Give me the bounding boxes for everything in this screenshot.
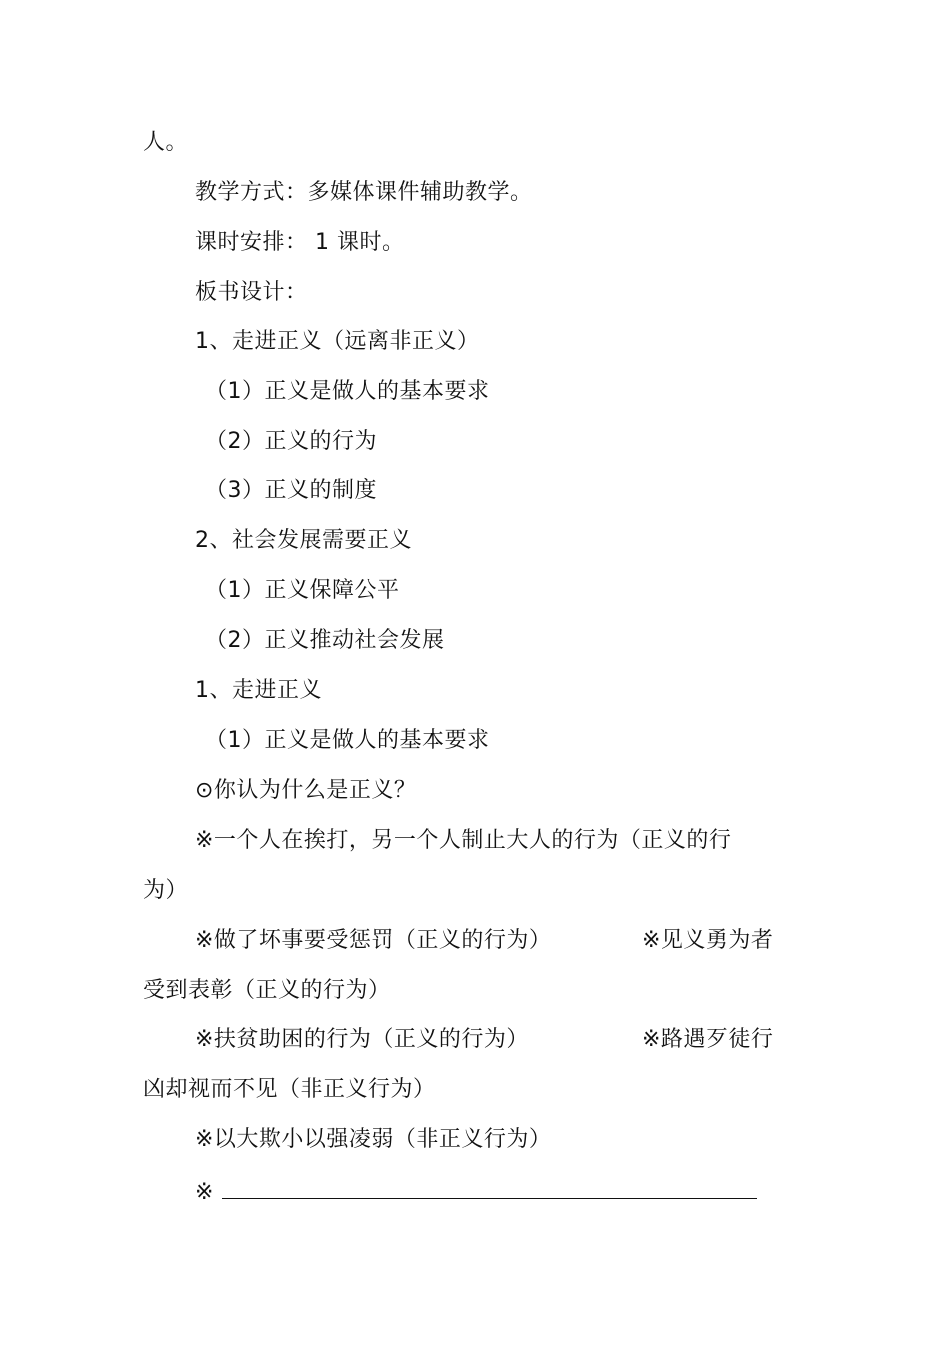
example-line: ※以大欺小以强凌弱（非正义行为） <box>195 1127 552 1152</box>
example-line: ※路遇歹徒行 <box>642 1027 774 1052</box>
example-line: ※做了坏事要受惩罚（正义的行为） <box>195 928 552 953</box>
outline-item: 2、社会发展需要正义 <box>195 528 412 553</box>
teaching-method-line: 教学方式：多媒体课件辅助教学。 <box>195 180 533 205</box>
text-line: 人。 <box>143 130 189 155</box>
example-line: ※见义勇为者 <box>642 928 774 953</box>
section-heading: 1、走进正义 <box>195 678 322 703</box>
example-line-continued: 为） <box>143 878 189 903</box>
section-subheading: （1）正义是做人的基本要求 <box>205 728 490 753</box>
outline-subitem: （1）正义保障公平 <box>205 578 400 603</box>
example-line: ※扶贫助困的行为（正义的行为） <box>195 1027 529 1052</box>
class-hours-line: 课时安排： 1 课时。 <box>195 230 405 255</box>
outline-item: 1、走进正义（远离非正义） <box>195 329 480 354</box>
example-line: ※一个人在挨打，另一个人制止大人的行为（正义的行 <box>195 828 732 853</box>
outline-subitem: （2）正义推动社会发展 <box>205 628 445 653</box>
outline-subitem: （2）正义的行为 <box>205 429 377 454</box>
outline-subitem: （1）正义是做人的基本要求 <box>205 379 490 404</box>
outline-subitem: （3）正义的制度 <box>205 478 377 503</box>
reference-mark: ※ <box>195 1180 214 1205</box>
board-design-heading: 板书设计： <box>195 280 308 305</box>
question-line: ⊙你认为什么是正义？ <box>195 778 417 803</box>
example-line-continued: 凶却视而不见（非正义行为） <box>143 1077 436 1102</box>
example-line-continued: 受到表彰（正义的行为） <box>143 978 391 1003</box>
fill-in-blank-line <box>222 1198 757 1199</box>
